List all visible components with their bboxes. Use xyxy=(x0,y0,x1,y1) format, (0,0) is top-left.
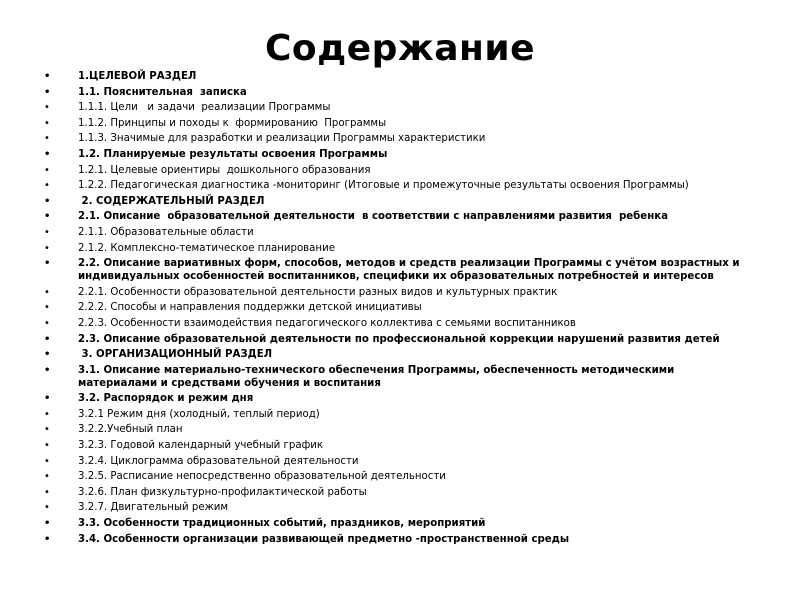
bullet-icon: • xyxy=(44,117,50,129)
contents-item-text: 1.2.2. Педагогическая диагностика -мониторинг (Итоговые и промежуточные результаты освоения Программы) xyxy=(78,180,689,192)
contents-item xyxy=(44,348,744,361)
contents-item xyxy=(44,301,744,314)
bullet-icon: • xyxy=(44,164,50,176)
bullet-icon: • xyxy=(44,440,50,452)
contents-item xyxy=(44,257,744,283)
contents-item-text: 2.1.2. Комплексно-тематическое планирование xyxy=(78,242,335,254)
bullet-icon: • xyxy=(44,102,50,114)
bullet-icon: • xyxy=(44,133,50,145)
contents-item xyxy=(44,439,744,452)
bullet-icon: • xyxy=(44,364,51,376)
contents-item-text: 3.2.1 Режим дня (холодный, теплый период) xyxy=(78,408,320,420)
contents-item xyxy=(44,148,744,161)
contents-item-text: 2.2.2. Способы и направления поддержки детской инициативы xyxy=(78,302,422,314)
contents-item xyxy=(44,195,744,208)
contents-item xyxy=(44,533,744,546)
bullet-icon: • xyxy=(44,408,50,420)
bullet-icon: • xyxy=(44,258,51,270)
contents-item xyxy=(44,423,744,436)
contents-item-text: 3.2.3. Годовой календарный учебный график xyxy=(78,440,324,452)
contents-item xyxy=(44,226,744,239)
contents-item xyxy=(44,86,744,99)
contents-item xyxy=(44,117,744,130)
bullet-icon: • xyxy=(44,333,51,345)
page-title: Содержание xyxy=(264,28,536,69)
contents-item-text: 3.2.5. Расписание непосредственно образовательной деятельности xyxy=(78,471,446,483)
contents-item xyxy=(44,364,744,390)
contents-item-text: 3.2. Распорядок и режим дня xyxy=(78,393,254,405)
contents-item-text: 1.2. Планируемые результаты освоения Программы xyxy=(78,148,388,160)
bullet-icon: • xyxy=(44,226,50,238)
contents-item-text: 3. ОРГАНИЗАЦИОННЫЙ РАЗДЕЛ xyxy=(78,349,273,361)
contents-item xyxy=(44,408,744,421)
contents-item xyxy=(44,333,744,346)
bullet-icon: • xyxy=(44,486,50,498)
contents-item-text: 3.1. Описание материально-технического обеспечения Программы, обеспеченность методическими материалами и средствами обучения и воспитания xyxy=(78,364,678,389)
contents-list xyxy=(44,70,744,548)
bullet-icon: • xyxy=(44,148,51,160)
contents-item-text: 3.2.4. Циклограмма образовательной деятельности xyxy=(78,455,359,467)
contents-item-text: 1.ЦЕЛЕВОЙ РАЗДЕЛ xyxy=(78,71,197,82)
contents-item xyxy=(44,210,744,223)
bullet-icon: • xyxy=(44,518,51,530)
contents-item-text: 2.3. Описание образовательной деятельности по профессиональной коррекции нарушений развития детей xyxy=(78,333,720,345)
contents-item xyxy=(44,164,744,177)
contents-item-text: 3.2.2.Учебный план xyxy=(78,424,183,436)
contents-item xyxy=(44,179,744,192)
bullet-icon: • xyxy=(44,424,50,436)
contents-item-text: 2.1.1. Образовательные области xyxy=(78,226,254,238)
bullet-icon: • xyxy=(44,286,50,298)
contents-item xyxy=(44,317,744,330)
contents-item-text: 2.2.1. Особенности образовательной деятельности разных видов и культурных практик xyxy=(78,286,558,298)
contents-item xyxy=(44,70,744,83)
bullet-icon: • xyxy=(44,86,51,98)
bullet-icon: • xyxy=(44,242,50,254)
contents-item-text: 2.2.3. Особенности взаимодействия педагогического коллектива с семьями воспитанников xyxy=(78,317,576,329)
contents-item-text: 3.3. Особенности традиционных событий, праздников, мероприятий xyxy=(78,518,486,530)
contents-item xyxy=(44,517,744,530)
contents-item-text: 1.2.1. Целевые ориентиры дошкольного образования xyxy=(78,164,371,176)
contents-item xyxy=(44,470,744,483)
bullet-icon: • xyxy=(44,471,50,483)
contents-item-text: 1.1.1. Цели и задачи реализации Программы xyxy=(78,102,331,114)
contents-item-text: 3.2.7. Двигательный режим xyxy=(78,502,229,514)
contents-item xyxy=(44,455,744,468)
contents-item xyxy=(44,242,744,255)
contents-item-text: 2.1. Описание образовательной деятельности в соответствии с направлениями развития ребенка xyxy=(78,211,669,223)
contents-item xyxy=(44,392,744,405)
contents-item xyxy=(44,101,744,114)
contents-item-text: 1.1.2. Принципы и походы к формированию Программы xyxy=(78,117,387,129)
bullet-icon: • xyxy=(44,533,51,545)
contents-item-text: 1.1.3. Значимые для разработки и реализации Программы характеристики xyxy=(78,133,486,145)
bullet-icon: • xyxy=(44,71,51,82)
contents-item xyxy=(44,286,744,299)
bullet-icon: • xyxy=(44,502,50,514)
bullet-icon: • xyxy=(44,211,51,223)
bullet-icon: • xyxy=(44,393,51,405)
contents-item-text: 1.1. Пояснительная записка xyxy=(78,86,247,98)
contents-item-text: 3.2.6. План физкультурно-профилактической работы xyxy=(78,486,367,498)
contents-item-text: 2.2. Описание вариативных форм, способов, методов и средств реализации Программы с учётом возрастных и индивидуальных особенностей воспитанников, специфики их образовательных потребностей и интересов xyxy=(78,258,744,283)
bullet-icon: • xyxy=(44,302,50,314)
contents-item xyxy=(44,501,744,514)
bullet-icon: • xyxy=(44,195,51,207)
bullet-icon: • xyxy=(44,349,51,361)
contents-item-text: 3.4. Особенности организации развивающей предметно -пространственной среды xyxy=(78,533,570,545)
bullet-icon: • xyxy=(44,317,50,329)
bullet-icon: • xyxy=(44,180,50,192)
bullet-icon: • xyxy=(44,455,50,467)
contents-item xyxy=(44,486,744,499)
contents-item xyxy=(44,132,744,145)
contents-item-text: 2. СОДЕРЖАТЕЛЬНЫЙ РАЗДЕЛ xyxy=(78,195,265,207)
